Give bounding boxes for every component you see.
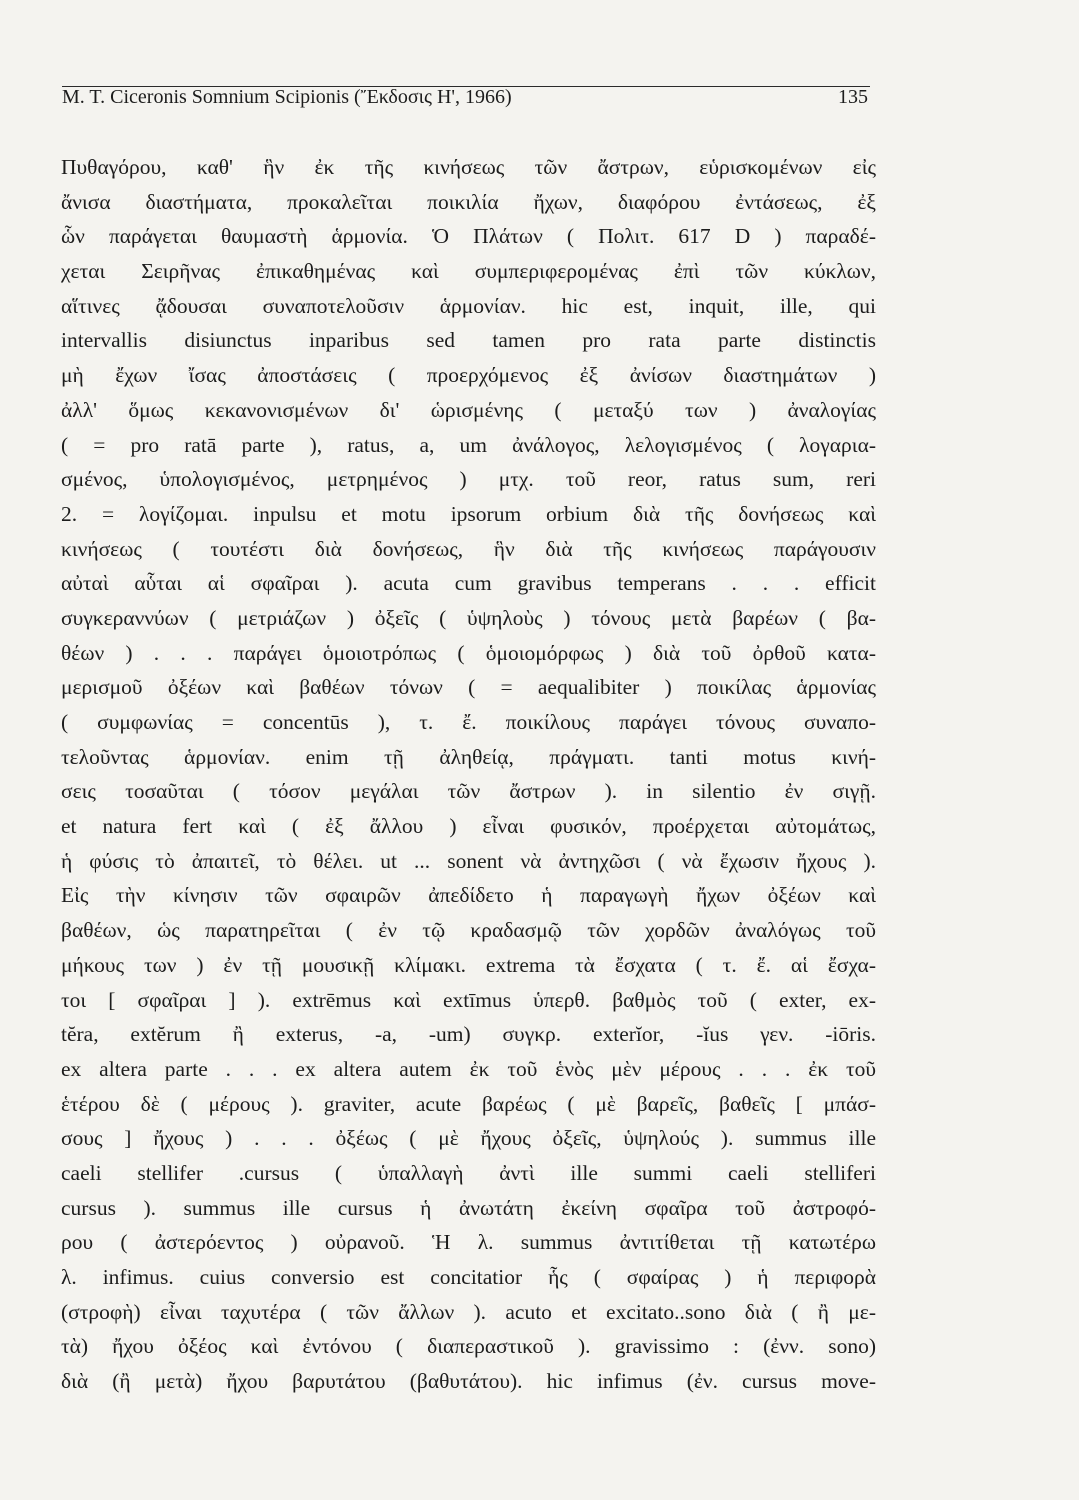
- text-line: σεις τοσαῦται ( τόσον μεγάλαι τῶν ἄστρων ). in silentio ἐν σιγῇ.: [61, 779, 876, 804]
- text-line: ἄνισα διαστήματα, προκαλεῖται ποικιλία ἤχων, διαφόρου ἐντάσεως, ἐξ: [61, 189, 876, 214]
- text-line: Πυθαγόρου, καθ' ἣν ἐκ τῆς κινήσεως τῶν ἄστρων, εὑρισκομένων εἰς: [61, 155, 876, 179]
- text-line: τελοῦντας ἁρμονίαν. enim τῇ ἀληθείᾳ, πράγματι. tanti motus κινή-: [61, 744, 876, 769]
- header-title: Μ. Τ. Ciceronis Somnium Scipionis (Ἔκδοσις Η', 1966): [62, 86, 512, 108]
- text-line: τὰ) ἤχου ὀξέος καὶ ἐντόνου ( διαπεραστικοῦ ). gravissimo : (ἐνν. sono): [61, 1334, 876, 1359]
- text-line: et natura fert καὶ ( ἐξ ἄλλου ) εἶναι φυσικόν, προέρχεται αὐτομάτως,: [61, 814, 876, 839]
- page-number: 135: [838, 86, 868, 108]
- text-line: ρου ( ἀστερόεντος ) οὐρανοῦ. Ἡ λ. summus ἀντιτίθεται τῇ κατωτέρω: [61, 1230, 876, 1255]
- text-line: ( = pro ratā parte ), ratus, a, um ἀνάλογος, λελογισμένος ( λογαρια-: [61, 432, 876, 457]
- text-line: ἑτέρου δὲ ( μέρους ). graviter, acute βαρέως ( μὲ βαρεῖς, βαθεῖς [ μπάσ-: [61, 1091, 876, 1116]
- text-line: cursus ). summus ille cursus ἡ ἀνωτάτη ἐκείνη σφαῖρα τοῦ ἀστροφό-: [61, 1195, 876, 1220]
- text-line: αἵτινες ᾄδουσαι συναποτελοῦσιν ἁρμονίαν. hic est, inquit, ille, qui: [61, 293, 876, 318]
- text-line: διὰ (ἢ μετὰ) ἤχου βαρυτάτου (βαθυτάτου). hic infimus (ἐν. cursus move-: [61, 1369, 876, 1394]
- text-line: ( συμφωνίας = concentūs ), τ. ἔ. ποικίλους παράγει τόνους συναπο-: [61, 710, 876, 734]
- text-line: μὴ ἔχων ἴσας ἀποστάσεις ( προερχόμενος ἐξ ἀνίσων διαστημάτων ): [61, 363, 876, 388]
- running-header: [62, 84, 870, 108]
- text-line: 2. = λογίζομαι. inpulsu et motu ipsorum orbium διὰ τῆς δονήσεως καὶ: [61, 501, 876, 526]
- text-line: ὧν παράγεται θαυμαστὴ ἁρμονία. Ὁ Πλάτων ( Πολιτ. 617 D ) παραδέ-: [61, 224, 876, 249]
- text-line: συγκεραννύων ( μετριάζων ) ὀξεῖς ( ὑψηλοὺς ) τόνους μετὰ βαρέων ( βα-: [61, 605, 876, 630]
- text-line: caeli stellifer .cursus ( ὑπαλλαγὴ ἀντὶ ille summi caeli stelliferi: [61, 1160, 876, 1185]
- text-line: θέων ) . . . παράγει ὁμοιοτρόπως ( ὁμοιομόρφως ) διὰ τοῦ ὀρθοῦ κατα-: [61, 640, 876, 665]
- text-line: ex altera parte . . . ex altera autem ἐκ τοῦ ἑνὸς μὲν μέρους . . . ἐκ τοῦ: [61, 1056, 876, 1081]
- text-line: ἡ φύσις τὸ ἀπαιτεῖ, τὸ θέλει. ut ... sonent νὰ ἀντηχῶσι ( νὰ ἔχωσιν ἤχους ).: [61, 848, 876, 873]
- text-line: αὐταὶ αὗται αἱ σφαῖραι ). acuta cum gravibus temperans . . . efficit: [61, 571, 876, 596]
- text-line: σμένος, ὑπολογισμένος, μετρημένος ) μτχ. τοῦ reor, ratus sum, reri: [61, 467, 876, 492]
- text-line: tĕra, extĕrum ἢ exterus, -a, -um) συγκρ. exterĭor, -ĭus γεν. -iōris.: [61, 1022, 876, 1047]
- text-line: βαθέων, ὡς παρατηρεῖται ( ἐν τῷ κραδασμῷ τῶν χορδῶν ἀναλόγως τοῦ: [61, 918, 876, 943]
- text-line: μήκους των ) ἐν τῇ μουσικῇ κλίμακι. extrema τὰ ἔσχατα ( τ. ἔ. αἱ ἔσχα-: [61, 952, 876, 977]
- text-line: χεται Σειρῆνας ἐπικαθημένας καὶ συμπεριφερομένας ἐπὶ τῶν κύκλων,: [61, 259, 876, 284]
- text-line: (στροφὴ) εἶναι ταχυτέρα ( τῶν ἄλλων ). acuto et excitato..sono διὰ ( ἢ με-: [61, 1299, 876, 1324]
- text-line: τοι [ σφαῖραι ] ). extrēmus καὶ extīmus ὑπερθ. βαθμὸς τοῦ ( exter, ex-: [61, 987, 876, 1012]
- text-line: μερισμοῦ ὀξέων καὶ βαθέων τόνων ( = aequalibiter ) ποικίλας ἁρμονίας: [61, 675, 876, 700]
- text-line: intervallis disiunctus inparibus sed tamen pro rata parte distinctis: [61, 328, 876, 353]
- text-line: ἀλλ' ὅμως κεκανονισμένων δι' ὡρισμένης ( μεταξύ των ) ἀναλογίας: [61, 397, 876, 422]
- text-line: κινήσεως ( τουτέστι διὰ δονήσεως, ἣν διὰ τῆς κινήσεως παράγουσιν: [61, 536, 876, 561]
- body-text: [61, 150, 876, 1399]
- text-line: Εἰς τὴν κίνησιν τῶν σφαιρῶν ἀπεδίδετο ἡ παραγωγὴ ἤχων ὀξέων καὶ: [61, 883, 876, 908]
- text-line: λ. infimus. cuius conversio est concitatior ἧς ( σφαίρας ) ἡ περιφορὰ: [61, 1265, 876, 1289]
- text-line: σους ] ἤχους ) . . . ὀξέως ( μὲ ἤχους ὀξεῖς, ὑψηλούς ). summus ille: [61, 1126, 876, 1151]
